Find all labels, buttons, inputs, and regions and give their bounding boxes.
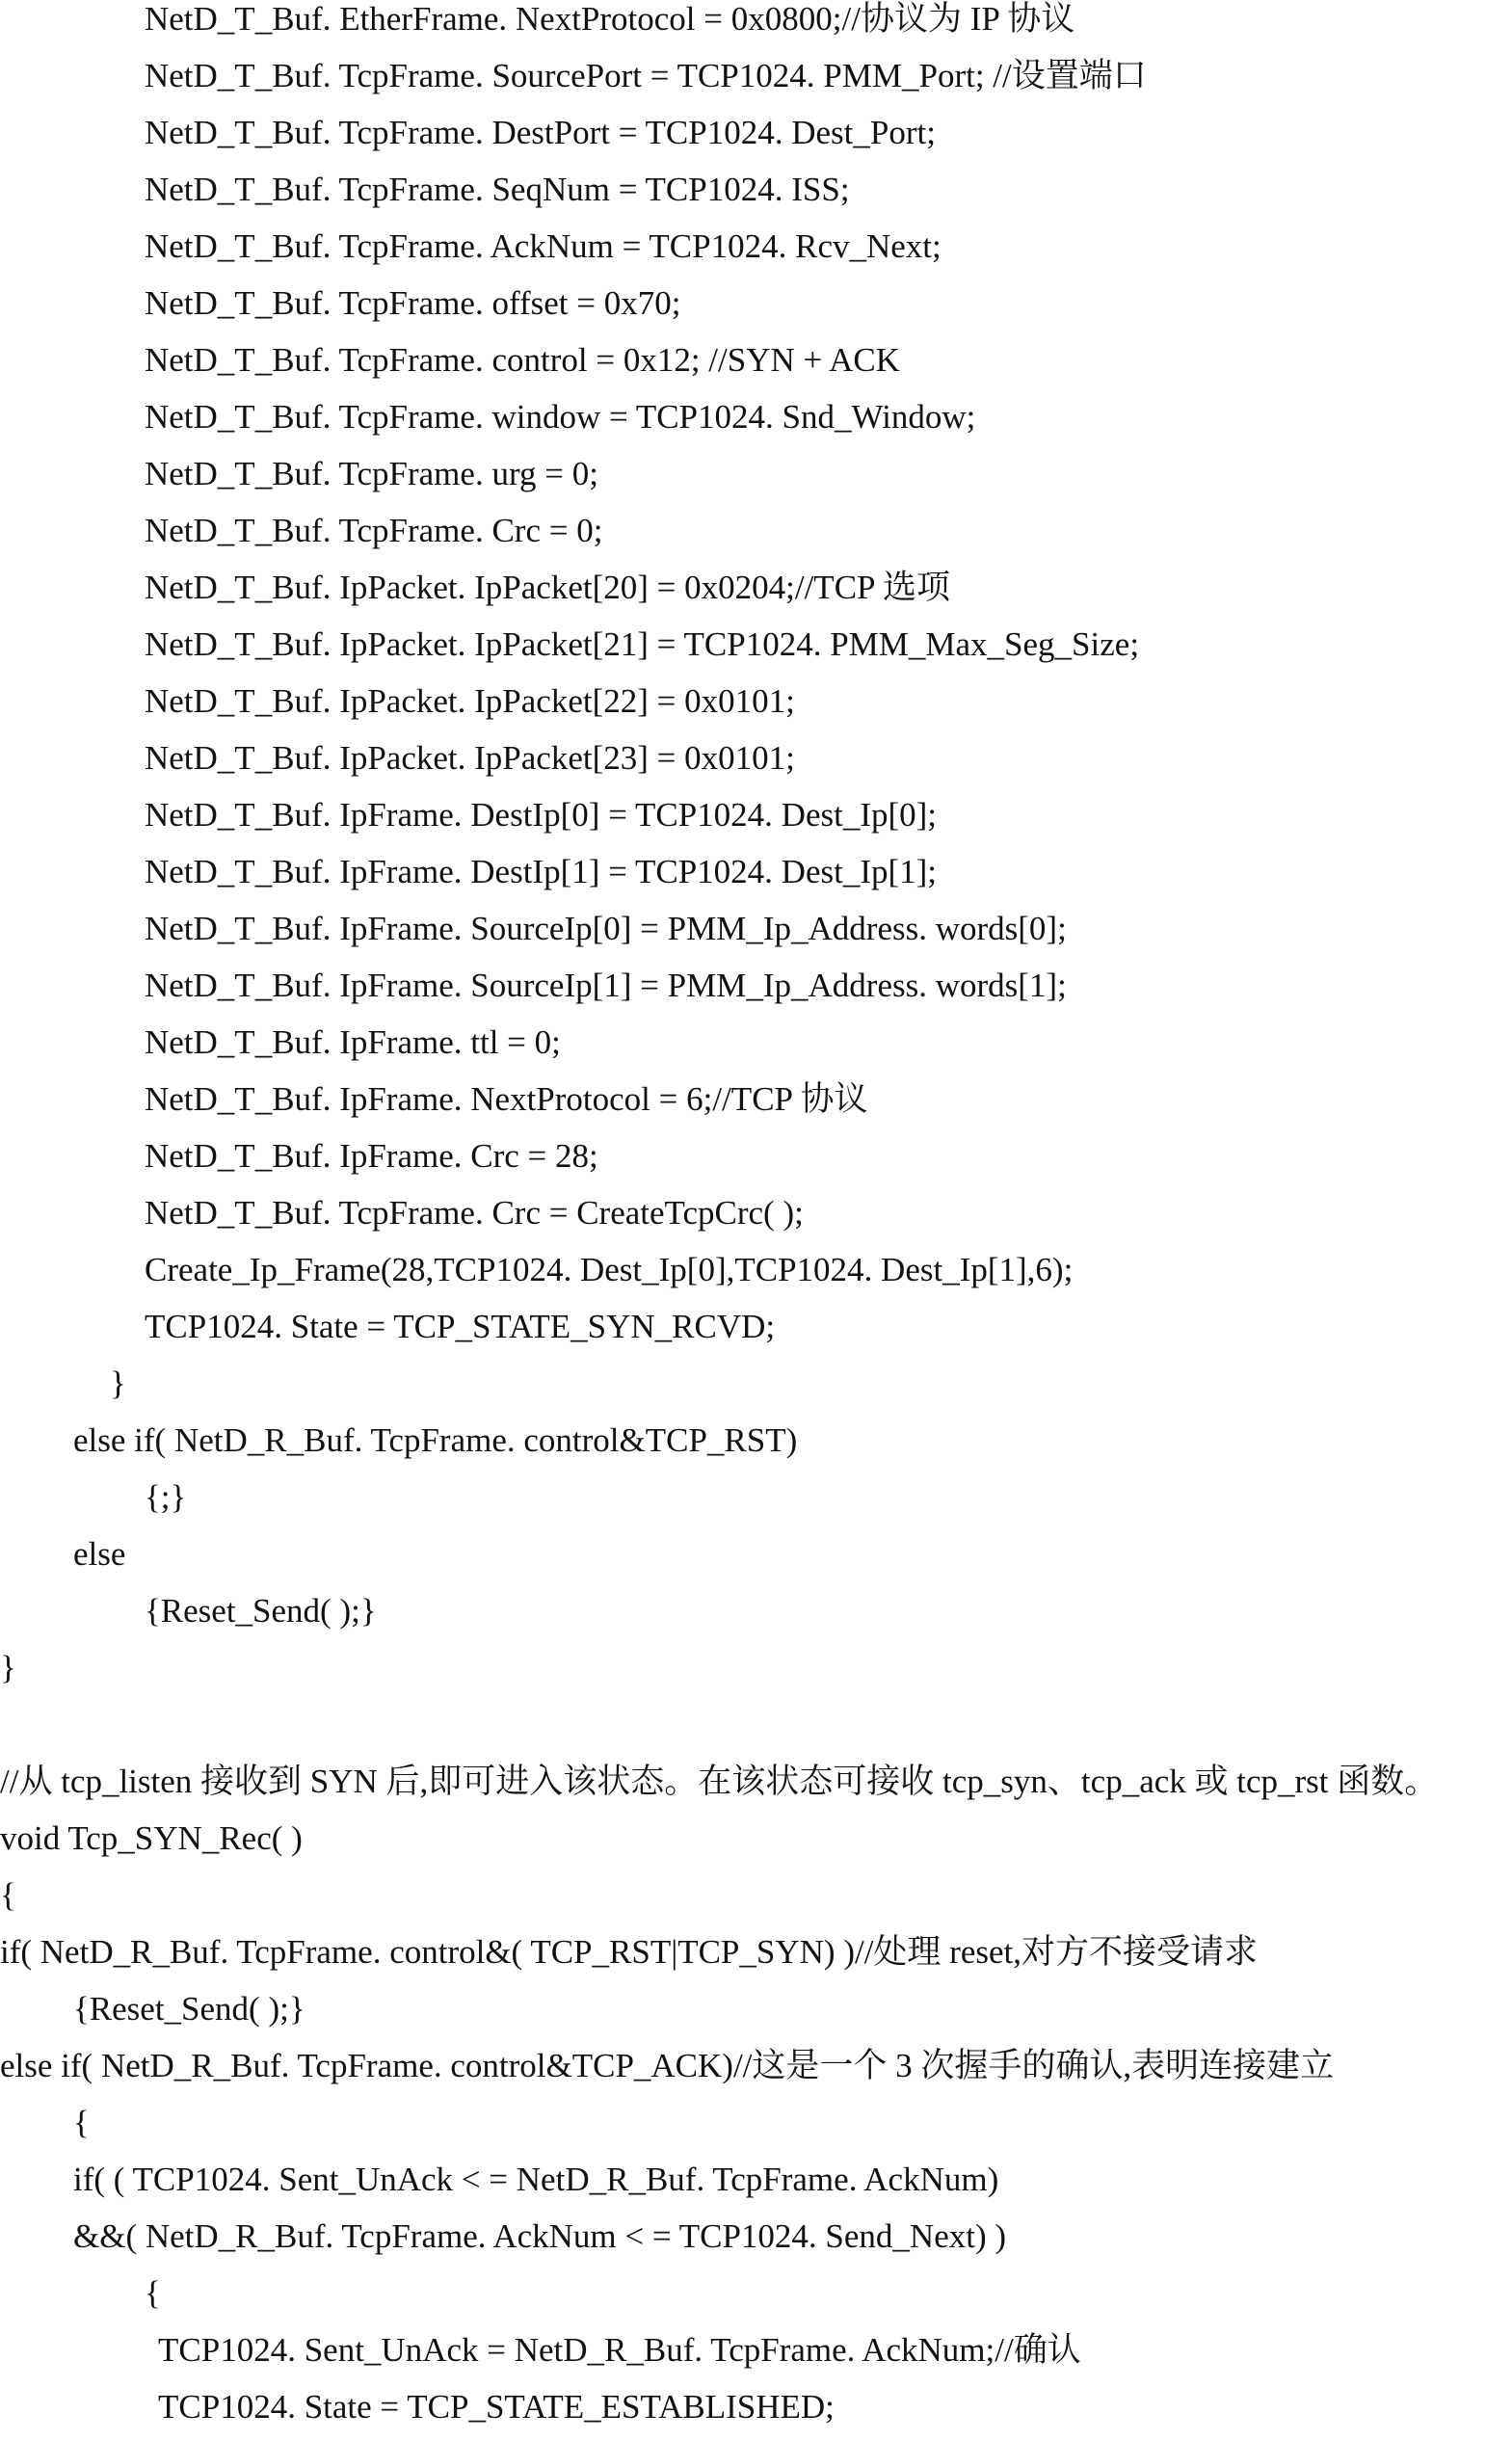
- code-line: NetD_T_Buf. IpPacket. IpPacket[20] = 0x0204;//TCP 选项: [145, 569, 950, 606]
- code-line: NetD_T_Buf. IpFrame. SourceIp[0] = PMM_Ip_Address. words[0];: [145, 910, 1067, 947]
- code-line: TCP1024. Sent_UnAck = NetD_R_Buf. TcpFrame. AckNum;//确认: [158, 2331, 1081, 2369]
- code-line: NetD_T_Buf. TcpFrame. offset = 0x70;: [145, 284, 681, 322]
- code-line: if( NetD_R_Buf. TcpFrame. control&( TCP_RST|TCP_SYN) )//处理 reset,对方不接受请求: [0, 1933, 1258, 1971]
- code-line: NetD_T_Buf. IpPacket. IpPacket[23] = 0x0101;: [145, 739, 795, 777]
- code-line: NetD_T_Buf. IpFrame. Crc = 28;: [145, 1137, 598, 1175]
- code-line: if( ( TCP1024. Sent_UnAck < = NetD_R_Buf. TcpFrame. AckNum): [73, 2161, 999, 2198]
- code-line: NetD_T_Buf. TcpFrame. DestPort = TCP1024. Dest_Port;: [145, 114, 936, 151]
- code-line: NetD_T_Buf. IpFrame. SourceIp[1] = PMM_Ip_Address. words[1];: [145, 967, 1067, 1004]
- code-line: Create_Ip_Frame(28,TCP1024. Dest_Ip[0],TCP1024. Dest_Ip[1],6);: [145, 1251, 1074, 1288]
- code-line: }: [110, 1365, 126, 1402]
- code-line: {: [145, 2274, 161, 2312]
- code-line: {Reset_Send( );}: [145, 1592, 377, 1630]
- code-line: else if( NetD_R_Buf. TcpFrame. control&TCP_RST): [73, 1421, 798, 1459]
- code-line: TCP1024. State = TCP_STATE_SYN_RCVD;: [145, 1308, 776, 1345]
- code-line: NetD_T_Buf. IpFrame. ttl = 0;: [145, 1023, 561, 1061]
- code-line: NetD_T_Buf. IpPacket. IpPacket[22] = 0x0101;: [145, 682, 795, 720]
- code-line: NetD_T_Buf. IpFrame. DestIp[0] = TCP1024. Dest_Ip[0];: [145, 796, 938, 834]
- code-line: NetD_T_Buf. TcpFrame. control = 0x12; //SYN + ACK: [145, 341, 900, 379]
- code-line: NetD_T_Buf. IpFrame. NextProtocol = 6;//TCP 协议: [145, 1080, 868, 1118]
- code-line: &&( NetD_R_Buf. TcpFrame. AckNum < = TCP1024. Send_Next) ): [73, 2217, 1007, 2255]
- code-line: NetD_T_Buf. EtherFrame. NextProtocol = 0x0800;//协议为 IP 协议: [145, 0, 1075, 38]
- code-line: NetD_T_Buf. TcpFrame. window = TCP1024. Snd_Window;: [145, 398, 976, 436]
- code-line: {: [73, 2104, 90, 2141]
- code-line: NetD_T_Buf. TcpFrame. AckNum = TCP1024. Rcv_Next;: [145, 227, 942, 265]
- code-line: NetD_T_Buf. TcpFrame. SourcePort = TCP1024. PMM_Port; //设置端口: [145, 57, 1147, 94]
- code-line: NetD_T_Buf. IpFrame. DestIp[1] = TCP1024. Dest_Ip[1];: [145, 853, 938, 890]
- code-line: {Reset_Send( );}: [73, 1990, 305, 2028]
- code-line: void Tcp_SYN_Rec( ): [0, 1819, 303, 1857]
- code-line: else if( NetD_R_Buf. TcpFrame. control&TCP_ACK)//这是一个 3 次握手的确认,表明连接建立: [0, 2047, 1335, 2084]
- code-line: TCP1024. State = TCP_STATE_ESTABLISHED;: [158, 2388, 835, 2426]
- code-line: {;}: [145, 1478, 187, 1516]
- code-line: NetD_T_Buf. IpPacket. IpPacket[21] = TCP1024. PMM_Max_Seg_Size;: [145, 625, 1140, 663]
- code-line: else: [73, 1535, 126, 1573]
- code-line: NetD_T_Buf. TcpFrame. Crc = 0;: [145, 512, 603, 549]
- code-line: {: [0, 1876, 16, 1914]
- code-line: NetD_T_Buf. TcpFrame. Crc = CreateTcpCrc( );: [145, 1194, 804, 1232]
- code-line: //从 tcp_listen 接收到 SYN 后,即可进入该状态。在该状态可接收 tcp_syn、tcp_ack 或 tcp_rst 函数。: [0, 1763, 1439, 1800]
- code-line: }: [0, 1649, 16, 1686]
- code-line: NetD_T_Buf. TcpFrame. urg = 0;: [145, 455, 598, 492]
- code-line: NetD_T_Buf. TcpFrame. SeqNum = TCP1024. ISS;: [145, 171, 850, 208]
